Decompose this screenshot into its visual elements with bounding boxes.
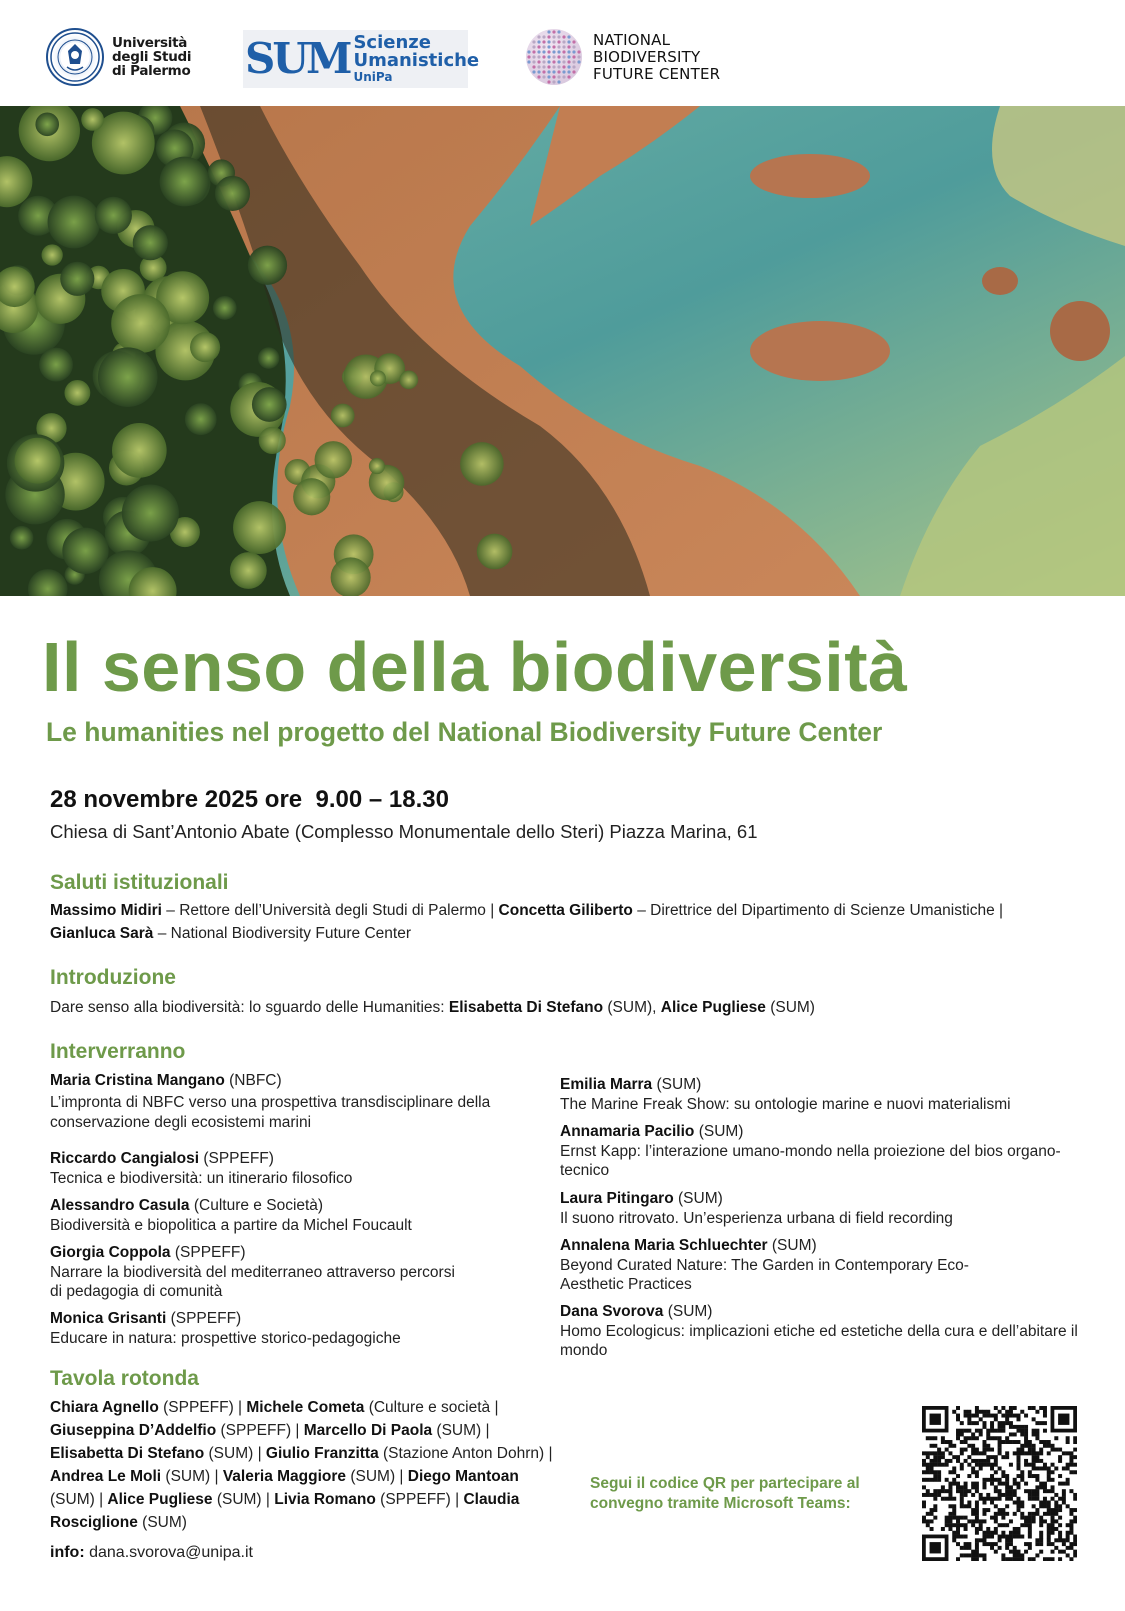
- intro-talk: Dare senso alla biodiversità: lo sguardo delle Humanities:: [50, 999, 449, 1016]
- event-venue: Chiesa di Sant’Antonio Abate (Complesso Monumentale dello Steri) Piazza Marina, 61: [50, 821, 758, 842]
- panelist-affiliation: (SUM) |: [161, 1468, 223, 1485]
- talk-title: Il suono ritrovato. Un’esperienza urbana di field recording: [560, 1209, 953, 1227]
- qr-instructions: Segui il codice QR per partecipare al convegno tramite Microsoft Teams:: [590, 1475, 860, 1512]
- panelist-name: Andrea Le Moli: [50, 1468, 162, 1485]
- panelist-name: Alice Pugliese: [107, 1491, 213, 1508]
- speaker-name: Annamaria Pacilio: [560, 1123, 695, 1140]
- panelist-affiliation: (Culture e società |: [364, 1399, 499, 1416]
- unipa-logo: [46, 28, 191, 86]
- sum-logo-line2: Umanistiche: [353, 50, 480, 71]
- panelist-name: Livia Romano: [274, 1491, 376, 1508]
- talk-title: Tecnica e biodiversità: un itinerario filosofico: [50, 1169, 353, 1187]
- talk-title: Narrare la biodiversità del mediterraneo attraverso percorsi di pedagogia di comunità: [50, 1263, 455, 1300]
- speaker-name: Dana Svorova: [560, 1303, 664, 1320]
- panelist-affiliation: (SPPEFF) |: [216, 1422, 304, 1439]
- speaker-affiliation: (Culture e Società): [189, 1197, 324, 1214]
- nbfc-logo-line3: FUTURE CENTER: [593, 64, 721, 83]
- nbfc-logo: [525, 28, 720, 86]
- nbfc-logo-line2: BIODIVERSITY: [593, 47, 701, 66]
- panelist-name: Giuseppina D’Addelfio: [50, 1422, 217, 1439]
- speaker-affiliation: (NBFC): [224, 1072, 282, 1089]
- saluti-heading: Saluti istituzionali: [50, 871, 229, 894]
- sum-logo-line3: UniPa: [353, 70, 393, 84]
- talk-title: L’impronta di NBFC verso una prospettiva transdisciplinare della conservazione degli ecosistemi marini: [50, 1093, 491, 1131]
- speaker-item: [50, 1071, 550, 1134]
- speaker-item: [560, 1302, 1080, 1361]
- sum-logo-line1: Scienze: [353, 32, 431, 53]
- panelist-name: Diego Mantoan: [407, 1468, 519, 1485]
- introduzione-heading: Introduzione: [50, 966, 176, 989]
- panelist-affiliation: (SUM) |: [212, 1491, 275, 1508]
- panelist-name: Chiara Agnello: [50, 1399, 159, 1416]
- speaker-affiliation: (SUM): [765, 999, 815, 1016]
- university-seal-icon: [46, 28, 104, 86]
- unipa-logo-line3: di Palermo: [112, 63, 191, 79]
- talk-title: Educare in natura: prospettive storico-pedagogiche: [50, 1329, 401, 1347]
- speaker-name: Concetta Giliberto: [498, 902, 633, 919]
- introduzione-text: [50, 996, 1070, 1019]
- speaker-name: Elisabetta Di Stefano: [448, 999, 604, 1016]
- info-email[interactable]: dana.svorova@unipa.it: [84, 1544, 253, 1561]
- panelist-name: Valeria Maggiore: [222, 1468, 347, 1485]
- qr-code-icon[interactable]: [922, 1406, 1077, 1561]
- panelist-affiliation: (SPPEFF) |: [375, 1491, 464, 1508]
- panelist-affiliation: (SPPEFF) |: [158, 1399, 247, 1416]
- unipa-logo-line1: Università: [112, 35, 188, 51]
- panelist-name: Giulio Franzitta: [265, 1445, 379, 1462]
- speaker-affiliation: (SUM): [694, 1123, 744, 1140]
- speaker-name: Alice Pugliese: [660, 999, 766, 1016]
- speaker-item: [50, 1196, 550, 1235]
- tavola-members: [50, 1396, 560, 1534]
- info-contact: [50, 1544, 253, 1562]
- panelist-name: Elisabetta Di Stefano: [50, 1445, 205, 1462]
- speaker-item: [560, 1075, 1090, 1114]
- speaker-item: [560, 1236, 1020, 1295]
- speaker-name: Emilia Marra: [560, 1076, 653, 1093]
- panelist-affiliation: (SUM) |: [50, 1491, 108, 1508]
- page-subtitle: Le humanities nel progetto del National Biodiversity Future Center: [46, 717, 883, 747]
- speaker-name: Laura Pitingaro: [560, 1190, 674, 1207]
- interverranno-heading: Interverranno: [50, 1040, 186, 1063]
- nbfc-logo-line1: NATIONAL: [593, 30, 671, 49]
- talk-title: The Marine Freak Show: su ontologie marine e nuovi materialismi: [560, 1095, 1011, 1113]
- speaker-affiliation: (SUM): [663, 1303, 713, 1320]
- speaker-name: Giorgia Coppola: [50, 1244, 171, 1261]
- speaker-name: Gianluca Sarà: [50, 925, 154, 942]
- speaker-name: Massimo Midiri: [50, 902, 162, 919]
- talk-title: Homo Ecologicus: implicazioni etiche ed estetiche della cura e dell’abitare il mondo: [560, 1322, 1078, 1359]
- speaker-item: [50, 1309, 550, 1348]
- event-date: 28 novembre 2025 ore 9.00 – 18.30: [50, 786, 449, 813]
- speaker-name: Annalena Maria Schluechter: [560, 1237, 768, 1254]
- panelist-name: Marcello Di Paola: [303, 1422, 433, 1439]
- panelist-name: Claudia Rosciglione: [50, 1491, 520, 1531]
- talk-title: Beyond Curated Nature: The Garden in Contemporary Eco-Aesthetic Practices: [560, 1256, 969, 1293]
- panelist-affiliation: (SUM) |: [346, 1468, 408, 1485]
- page-title: Il senso della biodiversità: [42, 628, 908, 706]
- speaker-affiliation: (SPPEFF): [170, 1244, 246, 1261]
- talk-title: Biodiversità e biopolitica a partire da Michel Foucault: [50, 1216, 412, 1234]
- speaker-item: [50, 1243, 470, 1302]
- speaker-affiliation: (SPPEFF): [199, 1150, 274, 1167]
- sum-logo-mark: SUM: [245, 34, 350, 83]
- speaker-item: [560, 1122, 1090, 1181]
- aerial-wetland-photo: [0, 106, 1125, 596]
- speaker-name: Maria Cristina Mangano: [50, 1072, 225, 1089]
- panelist-affiliation: (SUM) |: [204, 1445, 266, 1462]
- panelist-affiliation: (SUM): [137, 1514, 187, 1531]
- speaker-affiliation: (SUM): [673, 1190, 723, 1207]
- tavola-heading: Tavola rotonda: [50, 1367, 199, 1390]
- panelist-name: Michele Cometa: [246, 1399, 365, 1416]
- unipa-logo-line2: degli Studi: [112, 49, 192, 65]
- panelist-affiliation: (SUM) |: [432, 1422, 490, 1439]
- speaker-name: Riccardo Cangialosi: [50, 1150, 200, 1167]
- speaker-name: Alessandro Casula: [50, 1197, 190, 1214]
- header-logos: [0, 0, 1125, 106]
- speaker-affiliation: (SUM): [652, 1076, 702, 1093]
- speaker-role: – Rettore dell’Università degli Studi di Palermo |: [161, 902, 499, 919]
- speaker-affiliation: (SUM),: [603, 999, 661, 1016]
- speaker-role: – Direttrice del Dipartimento di Scienze Umanistiche |: [632, 902, 1004, 919]
- dotted-sphere-icon: [525, 28, 583, 86]
- info-label: info:: [50, 1544, 85, 1561]
- speaker-affiliation: (SUM): [767, 1237, 817, 1254]
- speaker-affiliation: (SPPEFF): [166, 1310, 242, 1327]
- speaker-role: – National Biodiversity Future Center: [153, 925, 411, 942]
- saluti-text: [50, 899, 1070, 945]
- speaker-item: [50, 1149, 550, 1188]
- speaker-item: [560, 1189, 1090, 1228]
- speaker-name: Monica Grisanti: [50, 1310, 167, 1327]
- sum-logo: [243, 30, 480, 88]
- talk-title: Ernst Kapp: l’interazione umano-mondo nella proiezione del bios organo-tecnico: [560, 1142, 1061, 1179]
- panelist-affiliation: (Stazione Anton Dohrn) |: [378, 1445, 553, 1462]
